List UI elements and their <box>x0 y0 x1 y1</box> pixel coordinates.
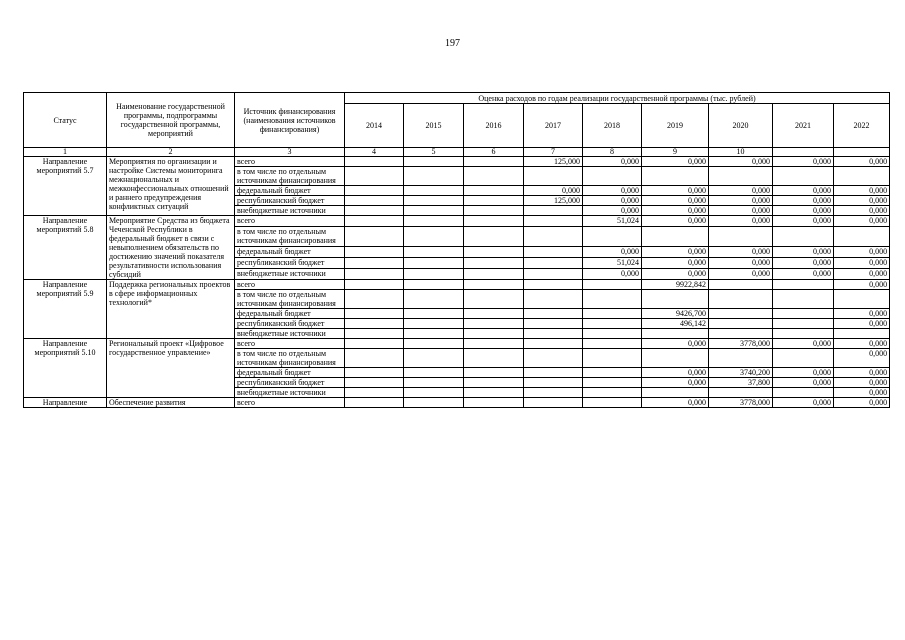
value-cell: 0,000 <box>834 206 890 216</box>
value-cell: 0,000 <box>583 247 642 258</box>
value-cell: 0,000 <box>773 216 834 227</box>
value-cell: 125,000 <box>524 157 583 167</box>
value-cell <box>583 167 642 186</box>
value-cell <box>709 167 773 186</box>
column-index: 7 <box>524 148 583 157</box>
value-cell <box>345 226 404 247</box>
value-cell <box>773 226 834 247</box>
value-cell: 125,000 <box>524 196 583 206</box>
table-row <box>24 398 890 408</box>
value-cell: 0,000 <box>709 247 773 258</box>
value-cell: 0,000 <box>773 196 834 206</box>
value-cell <box>583 349 642 368</box>
value-cell <box>524 398 583 408</box>
column-index: 3 <box>235 148 345 157</box>
column-index: 1 <box>24 148 107 157</box>
value-cell: 0,000 <box>709 196 773 206</box>
value-cell: 0,000 <box>834 186 890 196</box>
value-cell <box>834 329 890 339</box>
column-index-row <box>24 148 890 157</box>
value-cell: 0,000 <box>583 196 642 206</box>
column-index: 4 <box>345 148 404 157</box>
value-cell: 0,000 <box>773 186 834 196</box>
value-cell: 0,000 <box>642 368 709 378</box>
value-cell <box>524 309 583 319</box>
value-cell <box>709 319 773 329</box>
value-cell <box>834 167 890 186</box>
table-row <box>24 280 890 290</box>
value-cell <box>464 247 524 258</box>
value-cell <box>345 349 404 368</box>
value-cell <box>404 388 464 398</box>
value-cell: 0,000 <box>583 269 642 280</box>
value-cell: 0,000 <box>583 206 642 216</box>
value-cell: 0,000 <box>773 206 834 216</box>
value-cell <box>464 280 524 290</box>
header-program-name: Наименование государственной программы, подпрограммы государственной программы, мероприятий <box>107 93 235 148</box>
value-cell <box>642 290 709 309</box>
value-cell <box>345 269 404 280</box>
value-cell <box>524 388 583 398</box>
value-cell: 0,000 <box>834 309 890 319</box>
column-index: 6 <box>464 148 524 157</box>
value-cell <box>642 226 709 247</box>
value-cell: 0,000 <box>583 157 642 167</box>
value-cell: 0,000 <box>834 247 890 258</box>
header-year: 2022 <box>834 104 890 148</box>
value-cell <box>404 196 464 206</box>
value-cell <box>709 280 773 290</box>
value-cell <box>404 349 464 368</box>
header-estimate: Оценка расходов по годам реализации государственной программы (тыс. рублей) <box>345 93 890 104</box>
value-cell <box>404 247 464 258</box>
value-cell <box>642 167 709 186</box>
value-cell <box>345 319 404 329</box>
value-cell: 0,000 <box>642 247 709 258</box>
value-cell <box>464 167 524 186</box>
value-cell: 0,000 <box>773 157 834 167</box>
source-cell: в том числе по отдельным источникам финансирования <box>235 290 345 309</box>
value-cell <box>524 167 583 186</box>
value-cell <box>404 269 464 280</box>
value-cell: 0,000 <box>834 280 890 290</box>
value-cell <box>345 290 404 309</box>
budget-table <box>23 92 890 408</box>
value-cell: 0,000 <box>773 258 834 269</box>
measure-name-cell: Обеспечение развития <box>107 398 235 408</box>
value-cell <box>524 378 583 388</box>
value-cell <box>583 388 642 398</box>
value-cell: 0,000 <box>834 388 890 398</box>
value-cell <box>464 368 524 378</box>
value-cell: 0,000 <box>834 339 890 349</box>
value-cell <box>524 339 583 349</box>
value-cell <box>404 378 464 388</box>
value-cell: 0,000 <box>709 258 773 269</box>
value-cell: 0,000 <box>709 186 773 196</box>
value-cell <box>773 388 834 398</box>
value-cell <box>404 280 464 290</box>
value-cell <box>345 280 404 290</box>
value-cell <box>404 157 464 167</box>
value-cell: 0,000 <box>709 206 773 216</box>
value-cell <box>345 368 404 378</box>
value-cell <box>834 226 890 247</box>
value-cell <box>642 329 709 339</box>
header-year: 2020 <box>709 104 773 148</box>
value-cell <box>404 167 464 186</box>
status-cell: Направление мероприятий 5.9 <box>24 280 107 339</box>
value-cell: 0,000 <box>709 269 773 280</box>
value-cell <box>404 290 464 309</box>
value-cell <box>773 349 834 368</box>
header-year: 2019 <box>642 104 709 148</box>
value-cell <box>345 388 404 398</box>
value-cell <box>345 157 404 167</box>
value-cell: 0,000 <box>834 196 890 206</box>
value-cell <box>583 280 642 290</box>
table-row <box>24 339 890 349</box>
value-cell: 3778,000 <box>709 339 773 349</box>
column-index: 2 <box>107 148 235 157</box>
value-cell <box>709 309 773 319</box>
value-cell <box>464 290 524 309</box>
value-cell <box>404 398 464 408</box>
value-cell: 0,000 <box>773 378 834 388</box>
value-cell <box>834 290 890 309</box>
header-year: 2021 <box>773 104 834 148</box>
value-cell <box>404 258 464 269</box>
column-index: 10 <box>709 148 773 157</box>
status-cell: Направление <box>24 398 107 408</box>
measure-name-cell: Региональный проект «Цифровое государственное управление» <box>107 339 235 398</box>
value-cell: 0,000 <box>524 186 583 196</box>
value-cell <box>583 398 642 408</box>
value-cell <box>464 339 524 349</box>
value-cell <box>464 196 524 206</box>
value-cell <box>524 247 583 258</box>
value-cell: 0,000 <box>773 269 834 280</box>
value-cell <box>709 329 773 339</box>
value-cell: 0,000 <box>834 157 890 167</box>
value-cell <box>583 329 642 339</box>
value-cell <box>464 269 524 280</box>
source-cell: всего <box>235 339 345 349</box>
source-cell: всего <box>235 280 345 290</box>
source-cell: республиканский бюджет <box>235 378 345 388</box>
value-cell: 0,000 <box>834 319 890 329</box>
status-cell: Направление мероприятий 5.7 <box>24 157 107 216</box>
source-cell: внебюджетные источники <box>235 388 345 398</box>
value-cell <box>583 309 642 319</box>
value-cell: 0,000 <box>834 349 890 368</box>
status-cell: Направление мероприятий 5.8 <box>24 216 107 280</box>
value-cell <box>773 167 834 186</box>
value-cell <box>464 329 524 339</box>
value-cell <box>464 157 524 167</box>
source-cell: федеральный бюджет <box>235 368 345 378</box>
table-row <box>24 157 890 167</box>
budget-body <box>24 157 890 408</box>
value-cell <box>583 319 642 329</box>
value-cell <box>583 226 642 247</box>
value-cell: 0,000 <box>834 378 890 388</box>
value-cell: 0,000 <box>642 186 709 196</box>
value-cell: 0,000 <box>834 368 890 378</box>
value-cell <box>524 329 583 339</box>
value-cell: 0,000 <box>642 339 709 349</box>
value-cell <box>709 290 773 309</box>
column-index: 8 <box>583 148 642 157</box>
value-cell <box>524 269 583 280</box>
value-cell <box>709 388 773 398</box>
column-index: 9 <box>642 148 709 157</box>
value-cell <box>709 349 773 368</box>
source-cell: федеральный бюджет <box>235 309 345 319</box>
value-cell <box>404 329 464 339</box>
value-cell <box>345 216 404 227</box>
value-cell: 0,000 <box>642 157 709 167</box>
source-cell: федеральный бюджет <box>235 186 345 196</box>
value-cell: 9922,842 <box>642 280 709 290</box>
value-cell <box>464 398 524 408</box>
value-cell <box>524 226 583 247</box>
value-cell: 9426,700 <box>642 309 709 319</box>
source-cell: внебюджетные источники <box>235 206 345 216</box>
value-cell <box>404 319 464 329</box>
value-cell <box>524 206 583 216</box>
value-cell: 0,000 <box>642 269 709 280</box>
value-cell: 0,000 <box>834 216 890 227</box>
value-cell <box>773 290 834 309</box>
value-cell <box>404 226 464 247</box>
value-cell: 0,000 <box>642 196 709 206</box>
value-cell: 51,024 <box>583 216 642 227</box>
value-cell <box>345 378 404 388</box>
value-cell <box>642 349 709 368</box>
value-cell <box>709 226 773 247</box>
value-cell <box>524 216 583 227</box>
value-cell <box>464 378 524 388</box>
value-cell <box>345 206 404 216</box>
value-cell: 0,000 <box>709 216 773 227</box>
header-status: Статус <box>24 93 107 148</box>
value-cell <box>404 309 464 319</box>
value-cell: 496,142 <box>642 319 709 329</box>
value-cell <box>464 226 524 247</box>
value-cell <box>583 339 642 349</box>
value-cell <box>524 349 583 368</box>
source-cell: федеральный бюджет <box>235 247 345 258</box>
value-cell: 0,000 <box>834 398 890 408</box>
source-cell: республиканский бюджет <box>235 258 345 269</box>
value-cell <box>524 290 583 309</box>
value-cell <box>583 378 642 388</box>
source-cell: внебюджетные источники <box>235 269 345 280</box>
value-cell <box>464 258 524 269</box>
value-cell: 0,000 <box>642 258 709 269</box>
value-cell <box>345 196 404 206</box>
value-cell: 3740,200 <box>709 368 773 378</box>
value-cell <box>345 339 404 349</box>
value-cell: 0,000 <box>709 157 773 167</box>
header-year: 2017 <box>524 104 583 148</box>
value-cell <box>773 309 834 319</box>
value-cell: 0,000 <box>583 186 642 196</box>
value-cell: 0,000 <box>642 398 709 408</box>
value-cell <box>464 186 524 196</box>
column-index <box>834 148 890 157</box>
value-cell: 37,800 <box>709 378 773 388</box>
value-cell: 0,000 <box>642 378 709 388</box>
header-year: 2014 <box>345 104 404 148</box>
value-cell: 0,000 <box>834 258 890 269</box>
value-cell <box>583 368 642 378</box>
value-cell: 0,000 <box>642 206 709 216</box>
value-cell <box>524 368 583 378</box>
column-index <box>773 148 834 157</box>
value-cell <box>345 329 404 339</box>
source-cell: всего <box>235 398 345 408</box>
source-cell: всего <box>235 157 345 167</box>
value-cell <box>773 319 834 329</box>
value-cell <box>345 258 404 269</box>
page-number: 197 <box>445 38 460 49</box>
source-cell: республиканский бюджет <box>235 319 345 329</box>
source-cell: внебюджетные источники <box>235 329 345 339</box>
value-cell: 3778,000 <box>709 398 773 408</box>
measure-name-cell: Мероприятия по организации и настройке Системы мониторинга межнациональных и межконфессиональных отношений и раннего предупреждения конфликтных ситуаций <box>107 157 235 216</box>
value-cell <box>524 258 583 269</box>
value-cell <box>524 280 583 290</box>
value-cell <box>464 309 524 319</box>
value-cell <box>642 388 709 398</box>
value-cell <box>404 339 464 349</box>
value-cell <box>345 167 404 186</box>
column-index: 5 <box>404 148 464 157</box>
value-cell <box>464 388 524 398</box>
source-cell: в том числе по отдельным источникам финансирования <box>235 167 345 186</box>
header-year: 2016 <box>464 104 524 148</box>
value-cell <box>773 329 834 339</box>
value-cell <box>345 309 404 319</box>
value-cell <box>464 319 524 329</box>
source-cell: республиканский бюджет <box>235 196 345 206</box>
value-cell <box>404 368 464 378</box>
value-cell <box>404 216 464 227</box>
value-cell: 0,000 <box>642 216 709 227</box>
value-cell: 51,024 <box>583 258 642 269</box>
header-year: 2018 <box>583 104 642 148</box>
measure-name-cell: Мероприятие Средства из бюджета Чеченской Республики в федеральный бюджет в связи с невыполнением обязательств по достижению значений показателя результативности использования субсидий <box>107 216 235 280</box>
table-row <box>24 216 890 227</box>
source-cell: всего <box>235 216 345 227</box>
status-cell: Направление мероприятий 5.10 <box>24 339 107 398</box>
value-cell <box>345 186 404 196</box>
value-cell <box>583 290 642 309</box>
value-cell <box>464 206 524 216</box>
value-cell: 0,000 <box>834 269 890 280</box>
source-cell: в том числе по отдельным источникам финансирования <box>235 226 345 247</box>
value-cell <box>404 206 464 216</box>
value-cell <box>464 349 524 368</box>
source-cell: в том числе по отдельным источникам финансирования <box>235 349 345 368</box>
value-cell <box>345 398 404 408</box>
value-cell <box>345 247 404 258</box>
value-cell <box>404 186 464 196</box>
value-cell: 0,000 <box>773 398 834 408</box>
value-cell: 0,000 <box>773 368 834 378</box>
header-source: Источник финансирования (наименования источников финансирования) <box>235 93 345 148</box>
measure-name-cell: Поддержка региональных проектов в сфере информационных технологий* <box>107 280 235 339</box>
value-cell: 0,000 <box>773 339 834 349</box>
header-year: 2015 <box>404 104 464 148</box>
value-cell <box>464 216 524 227</box>
value-cell: 0,000 <box>773 247 834 258</box>
value-cell <box>773 280 834 290</box>
value-cell <box>524 319 583 329</box>
